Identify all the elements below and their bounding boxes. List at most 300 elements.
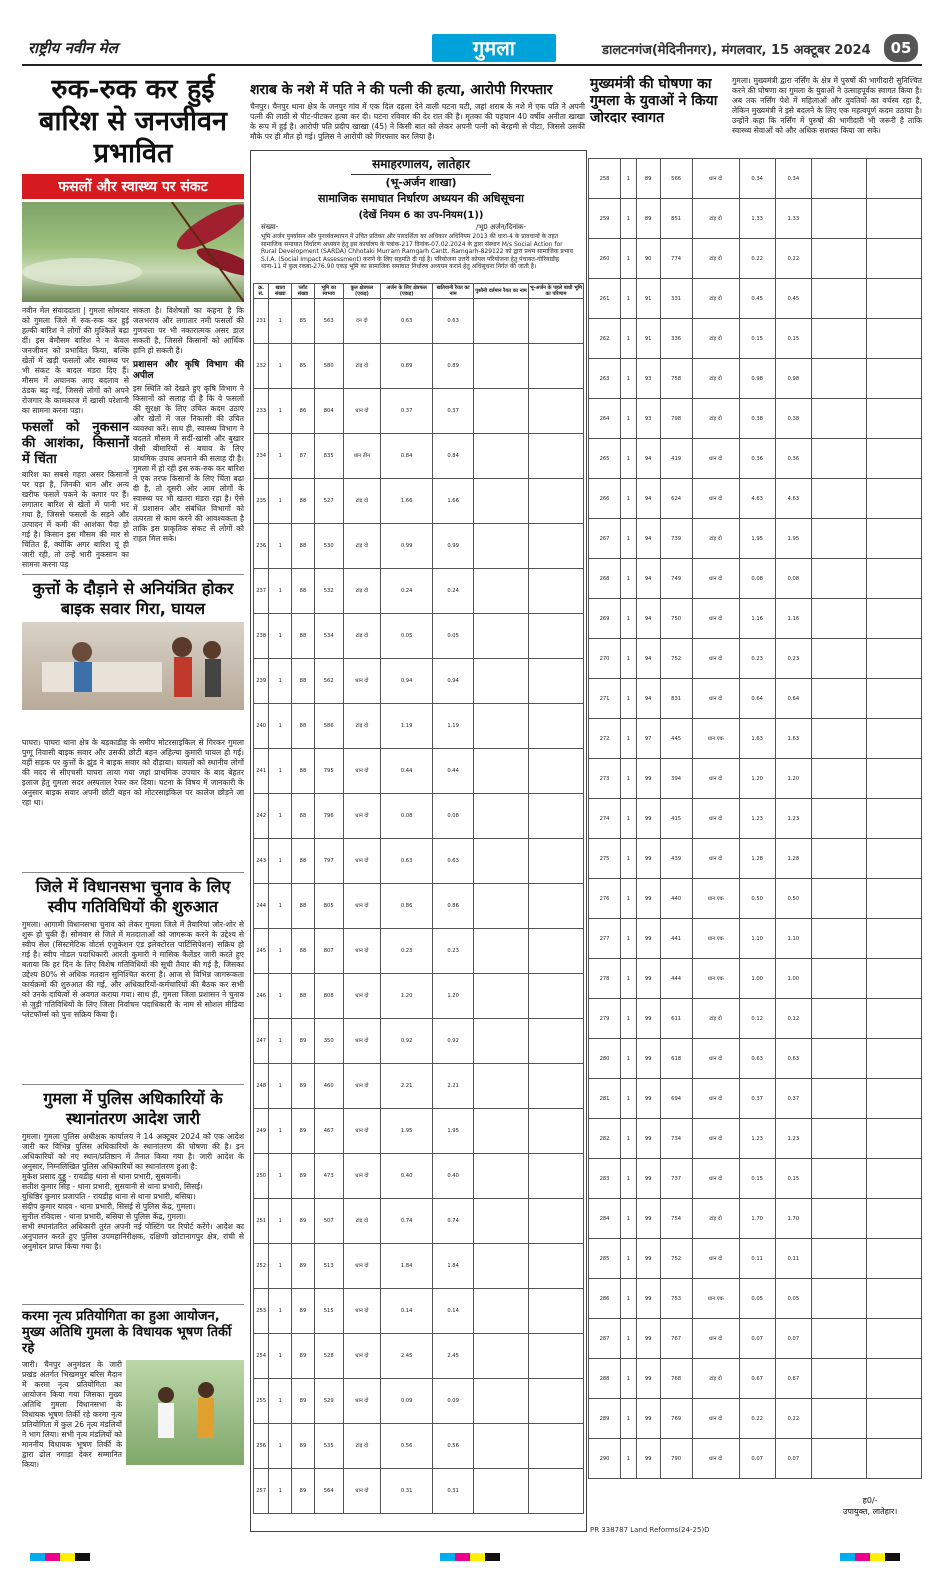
table-cell: 1 bbox=[621, 559, 637, 599]
table-cell: 0.44 bbox=[433, 749, 474, 794]
table-cell bbox=[474, 659, 529, 704]
table-cell: धान दो bbox=[692, 1399, 739, 1439]
table-cell: 265 bbox=[589, 439, 621, 479]
table-cell: 769 bbox=[660, 1399, 692, 1439]
table-cell bbox=[474, 1154, 529, 1199]
dog-body: घाघरा। घाघरा थाना क्षेत्र के बड़काडीह के समीप मोटरसाइकिल से गिरकर गुमला पुग्गू निवासी बाइक सवार और उसकी छोटी बहन अहिल्या कुमारी घायल हो गई। वहीं सड़क पर कुत्तों के झुंड ने बाइक सवार को दौड़ाया। घायलों को स्थानीय लोगों की मदद से सीएचसी घाघरा लाया गया जहां प्राथमिक उपचार के बाद बेहतर इलाज हेतु गुमला सदर अस्पताल रेफर कर दिया। घटना के विषय में जानकारी के अनुसार बाइक सवार अपनी छोटी बहन को मोटरसाइकिल पर कालेज छोड़ने जा रहा था। bbox=[22, 738, 244, 807]
table-cell: 831 bbox=[660, 679, 692, 719]
table-cell: 85 bbox=[292, 299, 314, 344]
table-cell: 739 bbox=[660, 519, 692, 559]
table-cell: धान दो bbox=[692, 1159, 739, 1199]
table-cell: 89 bbox=[292, 1019, 314, 1064]
table-cell: 808 bbox=[314, 974, 343, 1019]
dog-photo bbox=[22, 622, 244, 710]
table-cell: 445 bbox=[660, 719, 692, 759]
table-cell bbox=[474, 1334, 529, 1379]
table-cell: धान दो bbox=[692, 1119, 739, 1159]
table-cell: 1.66 bbox=[381, 479, 433, 524]
table-cell: 1.63 bbox=[775, 719, 811, 759]
table-cell: 750 bbox=[660, 599, 692, 639]
table-cell bbox=[812, 999, 867, 1039]
table-cell bbox=[529, 614, 584, 659]
table-cell: 253 bbox=[254, 1289, 269, 1334]
table-cell: 243 bbox=[254, 839, 269, 884]
table-row bbox=[589, 359, 922, 399]
table-cell bbox=[867, 359, 922, 399]
table-cell bbox=[474, 389, 529, 434]
table-cell: 467 bbox=[314, 1109, 343, 1154]
table-cell: धान एक bbox=[692, 959, 739, 999]
table-cell: 94 bbox=[636, 439, 660, 479]
table-cell: 2.21 bbox=[381, 1064, 433, 1109]
table-cell: 89 bbox=[292, 1379, 314, 1424]
table-cell: 231 bbox=[254, 299, 269, 344]
table-cell: धान दो bbox=[692, 599, 739, 639]
table-cell: 0.45 bbox=[739, 279, 775, 319]
table-cell: 99 bbox=[636, 1439, 660, 1479]
table-cell bbox=[867, 919, 922, 959]
table-cell: 1 bbox=[621, 159, 637, 199]
table-cell: 1 bbox=[269, 1469, 292, 1514]
table-cell: टांड़ दो bbox=[692, 519, 739, 559]
table-cell bbox=[812, 319, 867, 359]
table-row bbox=[589, 1119, 922, 1159]
table-row bbox=[254, 1469, 584, 1514]
table-row bbox=[589, 1199, 922, 1239]
hospital-image-icon bbox=[22, 622, 244, 710]
table-cell: 94 bbox=[636, 559, 660, 599]
table-cell: 91 bbox=[636, 279, 660, 319]
table-cell: 1 bbox=[621, 959, 637, 999]
karma-headline: करमा नृत्य प्रतियोगिता का हुआ आयोजन, मुख्य अतिथि गुमला के विधायक भूषण तिर्की रहे bbox=[22, 1309, 232, 1356]
table-cell bbox=[474, 974, 529, 1019]
table-cell: 1.95 bbox=[433, 1109, 474, 1154]
table-cell: 0.22 bbox=[739, 239, 775, 279]
table-cell: 94 bbox=[636, 639, 660, 679]
table-cell: 249 bbox=[254, 1109, 269, 1154]
table-cell: 774 bbox=[660, 239, 692, 279]
table-cell: 271 bbox=[589, 679, 621, 719]
table-cell: 2.21 bbox=[433, 1064, 474, 1109]
notice-dept: (भू-अर्जन शाखा) bbox=[385, 176, 457, 189]
table-cell: 1 bbox=[269, 704, 292, 749]
table-cell: 737 bbox=[660, 1159, 692, 1199]
table-cell: 1 bbox=[621, 1359, 637, 1399]
land-table-left bbox=[253, 283, 584, 1514]
page-header bbox=[22, 34, 922, 66]
table-cell: 89 bbox=[292, 1469, 314, 1514]
table-cell: धान एक bbox=[692, 919, 739, 959]
table-cell bbox=[529, 1244, 584, 1289]
table-cell bbox=[529, 344, 584, 389]
table-cell: टांड़ दो bbox=[343, 1424, 380, 1469]
table-cell: 1.19 bbox=[433, 704, 474, 749]
table-cell: 1.66 bbox=[433, 479, 474, 524]
table-cell: 0.15 bbox=[775, 319, 811, 359]
table-cell: टांड़ दो bbox=[343, 614, 380, 659]
table-cell bbox=[529, 299, 584, 344]
table-cell bbox=[529, 1424, 584, 1469]
table-cell: 0.92 bbox=[433, 1019, 474, 1064]
table-cell: 1 bbox=[621, 519, 637, 559]
table-cell bbox=[812, 1159, 867, 1199]
table-cell: 0.98 bbox=[739, 359, 775, 399]
table-cell: 89 bbox=[636, 159, 660, 199]
table-cell: 289 bbox=[589, 1399, 621, 1439]
police-story bbox=[22, 1080, 244, 1252]
table-cell: 255 bbox=[254, 1379, 269, 1424]
table-cell bbox=[529, 389, 584, 434]
table-cell: 350 bbox=[314, 1019, 343, 1064]
table-cell: 851 bbox=[660, 199, 692, 239]
table-row bbox=[254, 1109, 584, 1154]
table-cell: 1 bbox=[621, 639, 637, 679]
table-row bbox=[589, 439, 922, 479]
table-cell: 257 bbox=[254, 1469, 269, 1514]
table-row bbox=[589, 279, 922, 319]
notice-office: समाहरणालय, लातेहार bbox=[351, 155, 491, 175]
table-cell: 1 bbox=[621, 599, 637, 639]
table-cell: धान दो bbox=[343, 929, 380, 974]
table-row bbox=[589, 199, 922, 239]
table-cell: 0.63 bbox=[433, 299, 474, 344]
table-cell: 91 bbox=[636, 319, 660, 359]
table-cell bbox=[867, 679, 922, 719]
table-cell: धान दो bbox=[343, 1109, 380, 1154]
table-cell: 754 bbox=[660, 1199, 692, 1239]
table-cell bbox=[867, 759, 922, 799]
table-cell: 1.70 bbox=[775, 1199, 811, 1239]
table-cell: 1.20 bbox=[775, 759, 811, 799]
table-cell: धान दो bbox=[343, 1334, 380, 1379]
table-cell bbox=[529, 794, 584, 839]
table-cell: धान दो bbox=[692, 639, 739, 679]
table-cell: 460 bbox=[314, 1064, 343, 1109]
left-column bbox=[22, 74, 244, 710]
dog-headline: कुत्तों के दौड़ाने से अनियंत्रित होकर बाइक सवार गिरा, घायल bbox=[32, 579, 234, 618]
table-cell: 232 bbox=[254, 344, 269, 389]
table-cell: 694 bbox=[660, 1079, 692, 1119]
table-cell: 0.15 bbox=[739, 1159, 775, 1199]
table-row bbox=[254, 794, 584, 839]
table-cell bbox=[529, 524, 584, 569]
table-cell: 0.07 bbox=[775, 1319, 811, 1359]
table-cell bbox=[867, 1119, 922, 1159]
table-cell: 278 bbox=[589, 959, 621, 999]
table-cell: 1.95 bbox=[775, 519, 811, 559]
table-cell: धान दो bbox=[692, 559, 739, 599]
karma-photo bbox=[126, 1360, 244, 1465]
table-row bbox=[589, 1239, 922, 1279]
table-cell: टांड़ दो bbox=[692, 1199, 739, 1239]
table-cell: 0.94 bbox=[433, 659, 474, 704]
table-cell: 99 bbox=[636, 999, 660, 1039]
table-cell: 87 bbox=[292, 434, 314, 479]
table-cell: 1 bbox=[621, 1159, 637, 1199]
table-cell bbox=[812, 1279, 867, 1319]
table-cell: 0.15 bbox=[775, 1159, 811, 1199]
table-cell bbox=[474, 344, 529, 389]
table-cell: 88 bbox=[292, 704, 314, 749]
table-cell bbox=[867, 1399, 922, 1439]
table-row bbox=[589, 319, 922, 359]
table-cell: 1 bbox=[621, 799, 637, 839]
table-cell: धान दो bbox=[343, 389, 380, 434]
table-cell: 528 bbox=[314, 1334, 343, 1379]
table-cell bbox=[867, 639, 922, 679]
table-row bbox=[589, 1439, 922, 1479]
table-cell: धान दो bbox=[343, 1154, 380, 1199]
notice-ref: संख्या- bbox=[261, 223, 279, 231]
rain-body-3: सकता है। विशेषज्ञों का कहना है कि जलभराव और लगातार नमी फसलों की गुणवत्ता पर भी नकारात्मक असर डाल सकती है, जिससे किसानों को आर्थिक हानि हो सकती है। bbox=[133, 306, 244, 355]
table-cell: 0.86 bbox=[433, 884, 474, 929]
table-cell: 1 bbox=[621, 999, 637, 1039]
table-cell bbox=[529, 929, 584, 974]
table-header-cell: अर्जन के लिए क्षेत्रफल (एकड़) bbox=[381, 284, 433, 299]
table-cell: 1 bbox=[269, 1379, 292, 1424]
table-cell bbox=[867, 439, 922, 479]
table-header-cell: क्र. सं. bbox=[254, 284, 269, 299]
table-cell bbox=[867, 599, 922, 639]
table-cell bbox=[812, 559, 867, 599]
table-cell: 99 bbox=[636, 1119, 660, 1159]
rain-subhead-2: फसलों को नुकसान की आशंका, किसानों में चिंता bbox=[22, 420, 129, 467]
table-cell: 0.40 bbox=[433, 1154, 474, 1199]
table-cell: 441 bbox=[660, 919, 692, 959]
pr-number: PR 338787 Land Reforms(24-25)D bbox=[590, 1526, 710, 1534]
table-cell: धान दो bbox=[692, 759, 739, 799]
table-cell bbox=[474, 1424, 529, 1469]
table-cell bbox=[529, 1019, 584, 1064]
table-cell: 1.10 bbox=[775, 919, 811, 959]
table-cell: 279 bbox=[589, 999, 621, 1039]
table-cell: 0.11 bbox=[739, 1239, 775, 1279]
table-cell bbox=[867, 479, 922, 519]
table-cell: 1.00 bbox=[739, 959, 775, 999]
table-cell: धान एक bbox=[692, 879, 739, 919]
table-cell: 94 bbox=[636, 599, 660, 639]
table-cell bbox=[812, 959, 867, 999]
table-row bbox=[254, 614, 584, 659]
table-cell: 286 bbox=[589, 1279, 621, 1319]
table-cell: 419 bbox=[660, 439, 692, 479]
table-cell: 804 bbox=[314, 389, 343, 434]
registration-bar bbox=[840, 1553, 900, 1561]
table-cell: 1 bbox=[269, 839, 292, 884]
table-cell: 99 bbox=[636, 759, 660, 799]
table-cell: 245 bbox=[254, 929, 269, 974]
table-cell: 0.67 bbox=[739, 1359, 775, 1399]
table-cell bbox=[474, 569, 529, 614]
table-row bbox=[589, 1159, 922, 1199]
table-header-cell: भू-अर्जन के पहले बाधी भूमि का परिणाम bbox=[530, 285, 582, 297]
table-cell: 1 bbox=[621, 359, 637, 399]
table-cell bbox=[812, 399, 867, 439]
notice-body: भूमि अर्जन पुनर्वासन और पुनर्व्यवस्थापन में उचित प्रतिकर और पारदर्शिता का अधिकार अधिनियम 2013 की धारा-4 के प्रावधानों के तहत सामाजिक समाघात निर्धारण अध्ययन हेतु इस कार्यालय के पत्रांक-217 दिनांक-07.02.2024 के द्वारा संस्थान M/s Social Action for Rural Development (SARDA) Chhotaki Murram Ramgarh Cantt. Ramgarh-829122 को द्वारा प्रथम सामाजिक प्रभाव S.I.A. (Social Impact Assessment) कराने के लिए सहमति दी गई है। परियोजना उत्तरी कोयल परियोजना हेतु पंचायत-गोरियाडीह थाना-11 में कुल रकबा-276.90 एकड़ भूमि का सामाजिक समाघात निर्धारण अध्ययन कराने हेतु अधिसूचना निर्गत की जाती है। bbox=[261, 233, 573, 270]
election-headline: जिले में विधानसभा चुनाव के लिए स्वीप गतिविधियों की शुरुआत bbox=[35, 877, 231, 916]
table-cell: टांड़ दो bbox=[692, 359, 739, 399]
table-cell: 534 bbox=[314, 614, 343, 659]
table-cell: 0.45 bbox=[775, 279, 811, 319]
table-cell: 0.40 bbox=[381, 1154, 433, 1199]
table-cell: 0.07 bbox=[739, 1319, 775, 1359]
table-cell: 767 bbox=[660, 1319, 692, 1359]
signature-title: उपायुक्त, लातेहार। bbox=[843, 1507, 898, 1516]
table-cell: 0.12 bbox=[775, 999, 811, 1039]
table-cell: 1.63 bbox=[739, 719, 775, 759]
election-story bbox=[22, 868, 244, 1020]
table-cell bbox=[812, 1239, 867, 1279]
table-cell: 0.63 bbox=[381, 299, 433, 344]
table-cell: 1 bbox=[621, 1239, 637, 1279]
table-cell: 0.89 bbox=[381, 344, 433, 389]
table-cell bbox=[812, 799, 867, 839]
rain-body: नवीन मेल संवाददाता | गुमला सोमवार को गुमला जिले में रुक-रुक कर हुई हल्की बारिश ने लोगों की मुश्किलें बढ़ा दीं। इस बेमौसम बारिश ने न केवल जनजीवन को प्रभावित किया, बल्कि खेतों में खड़ी फसलों और स्वास्थ्य पर भी संकट के बादल मंडरा दिए हैं। मौसम में अचानक आए बदलाव से ठंडक बढ़ गई, जिससे लोगों को अपने रोजगार के कामकाज में खासी परेशानी का सामना करना पड़ा। bbox=[22, 306, 129, 415]
table-cell: 89 bbox=[292, 1244, 314, 1289]
table-cell: 1 bbox=[621, 839, 637, 879]
table-cell bbox=[474, 434, 529, 479]
table-cell: 0.36 bbox=[775, 439, 811, 479]
table-row bbox=[589, 919, 922, 959]
table-cell: टांड़ दो bbox=[343, 1199, 380, 1244]
leaf-image-icon bbox=[22, 202, 244, 302]
table-row bbox=[589, 999, 922, 1039]
table-cell: धान दो bbox=[343, 884, 380, 929]
table-row bbox=[589, 959, 922, 999]
table-cell: 1 bbox=[269, 794, 292, 839]
table-cell: 252 bbox=[254, 1244, 269, 1289]
table-row bbox=[254, 704, 584, 749]
table-cell: धान दो bbox=[692, 439, 739, 479]
table-cell: 4.63 bbox=[775, 479, 811, 519]
table-row bbox=[254, 389, 584, 434]
table-cell: 1.70 bbox=[739, 1199, 775, 1239]
table-cell bbox=[529, 479, 584, 524]
table-cell: 507 bbox=[314, 1199, 343, 1244]
table-cell bbox=[529, 1334, 584, 1379]
table-cell: 256 bbox=[254, 1424, 269, 1469]
table-row bbox=[254, 1379, 584, 1424]
table-cell: 88 bbox=[292, 974, 314, 1019]
table-cell: 97 bbox=[636, 719, 660, 759]
table-cell: 0.74 bbox=[433, 1199, 474, 1244]
table-cell: 515 bbox=[314, 1289, 343, 1334]
table-cell: 99 bbox=[636, 1319, 660, 1359]
table-cell: 618 bbox=[660, 1039, 692, 1079]
table-row bbox=[254, 569, 584, 614]
table-cell: 1 bbox=[621, 759, 637, 799]
table-row bbox=[254, 1424, 584, 1469]
table-cell: 768 bbox=[660, 1359, 692, 1399]
table-cell: 0.31 bbox=[433, 1469, 474, 1514]
table-cell: 1 bbox=[269, 344, 292, 389]
table-cell bbox=[812, 519, 867, 559]
table-row bbox=[589, 159, 922, 199]
table-cell: 264 bbox=[589, 399, 621, 439]
table-cell: 1 bbox=[269, 1109, 292, 1154]
table-cell: 1 bbox=[269, 749, 292, 794]
table-cell: 242 bbox=[254, 794, 269, 839]
table-cell bbox=[867, 199, 922, 239]
table-cell: 0.24 bbox=[381, 569, 433, 614]
table-cell: 1 bbox=[621, 679, 637, 719]
table-cell bbox=[474, 929, 529, 974]
table-cell: 267 bbox=[589, 519, 621, 559]
table-cell: 0.11 bbox=[775, 1239, 811, 1279]
table-cell: 1 bbox=[621, 279, 637, 319]
table-cell: 566 bbox=[660, 159, 692, 199]
table-cell bbox=[474, 1109, 529, 1154]
table-cell: 0.64 bbox=[775, 679, 811, 719]
table-cell: 0.07 bbox=[739, 1439, 775, 1479]
table-cell: 270 bbox=[589, 639, 621, 679]
table-cell: 0.09 bbox=[433, 1379, 474, 1424]
table-cell: 1 bbox=[269, 389, 292, 434]
table-cell: दन दो bbox=[343, 299, 380, 344]
table-cell: 758 bbox=[660, 359, 692, 399]
table-cell: 234 bbox=[254, 434, 269, 479]
table-cell: 0.64 bbox=[739, 679, 775, 719]
table-cell bbox=[867, 799, 922, 839]
table-cell bbox=[812, 1359, 867, 1399]
table-cell: 0.67 bbox=[775, 1359, 811, 1399]
table-cell bbox=[867, 1439, 922, 1479]
table-cell: 0.22 bbox=[775, 239, 811, 279]
table-cell: 1 bbox=[269, 299, 292, 344]
table-cell: 0.92 bbox=[381, 1019, 433, 1064]
table-cell: 0.63 bbox=[381, 839, 433, 884]
table-cell: 563 bbox=[314, 299, 343, 344]
table-cell: 1 bbox=[621, 1039, 637, 1079]
table-row bbox=[589, 799, 922, 839]
table-cell bbox=[812, 479, 867, 519]
table-cell: धान दो bbox=[343, 1289, 380, 1334]
table-cell: 586 bbox=[314, 704, 343, 749]
table-cell: 0.84 bbox=[381, 434, 433, 479]
table-cell: 1.19 bbox=[381, 704, 433, 749]
table-cell: धान दो bbox=[343, 1379, 380, 1424]
table-cell: 1.84 bbox=[433, 1244, 474, 1289]
table-cell: 276 bbox=[589, 879, 621, 919]
table-cell: 88 bbox=[292, 479, 314, 524]
table-cell: 1 bbox=[621, 1119, 637, 1159]
table-cell: 530 bbox=[314, 524, 343, 569]
police-body-2: सभी स्थानांतरित अधिकारी तुरंत अपनी नई पोस्टिंग पर रिपोर्ट करेंगे। आदेश का अनुपालन करते हुए पुलिस उपमहानिरीक्षक, दक्षिणी छोटानागपुर क्षेत्र, रांची से अनुमोदन प्राप्त किया गया है। bbox=[22, 1222, 244, 1251]
table-cell bbox=[812, 199, 867, 239]
table-cell: 529 bbox=[314, 1379, 343, 1424]
table-cell: 1 bbox=[269, 1019, 292, 1064]
rain-subhead: फसलों और स्वास्थ्य पर संकट bbox=[22, 174, 244, 199]
table-cell: 1 bbox=[269, 1199, 292, 1244]
table-cell: 99 bbox=[636, 1279, 660, 1319]
table-cell: 99 bbox=[636, 1039, 660, 1079]
table-cell: 288 bbox=[589, 1359, 621, 1399]
table-cell: 0.34 bbox=[739, 159, 775, 199]
table-cell: 0.63 bbox=[775, 1039, 811, 1079]
table-cell: 0.38 bbox=[775, 399, 811, 439]
table-cell: 0.63 bbox=[433, 839, 474, 884]
table-cell bbox=[867, 159, 922, 199]
table-cell: 1 bbox=[269, 434, 292, 479]
table-cell: 1.33 bbox=[739, 199, 775, 239]
table-row bbox=[254, 839, 584, 884]
land-table-right bbox=[588, 158, 922, 1479]
table-cell: 796 bbox=[314, 794, 343, 839]
table-cell bbox=[474, 1379, 529, 1424]
table-cell: 94 bbox=[636, 679, 660, 719]
police-list-item: संदीप कुमार यादव - थाना प्रभारी, सिसई से पुलिस केंद्र, गुमला। bbox=[22, 1202, 196, 1211]
registration-bar bbox=[30, 1553, 90, 1561]
